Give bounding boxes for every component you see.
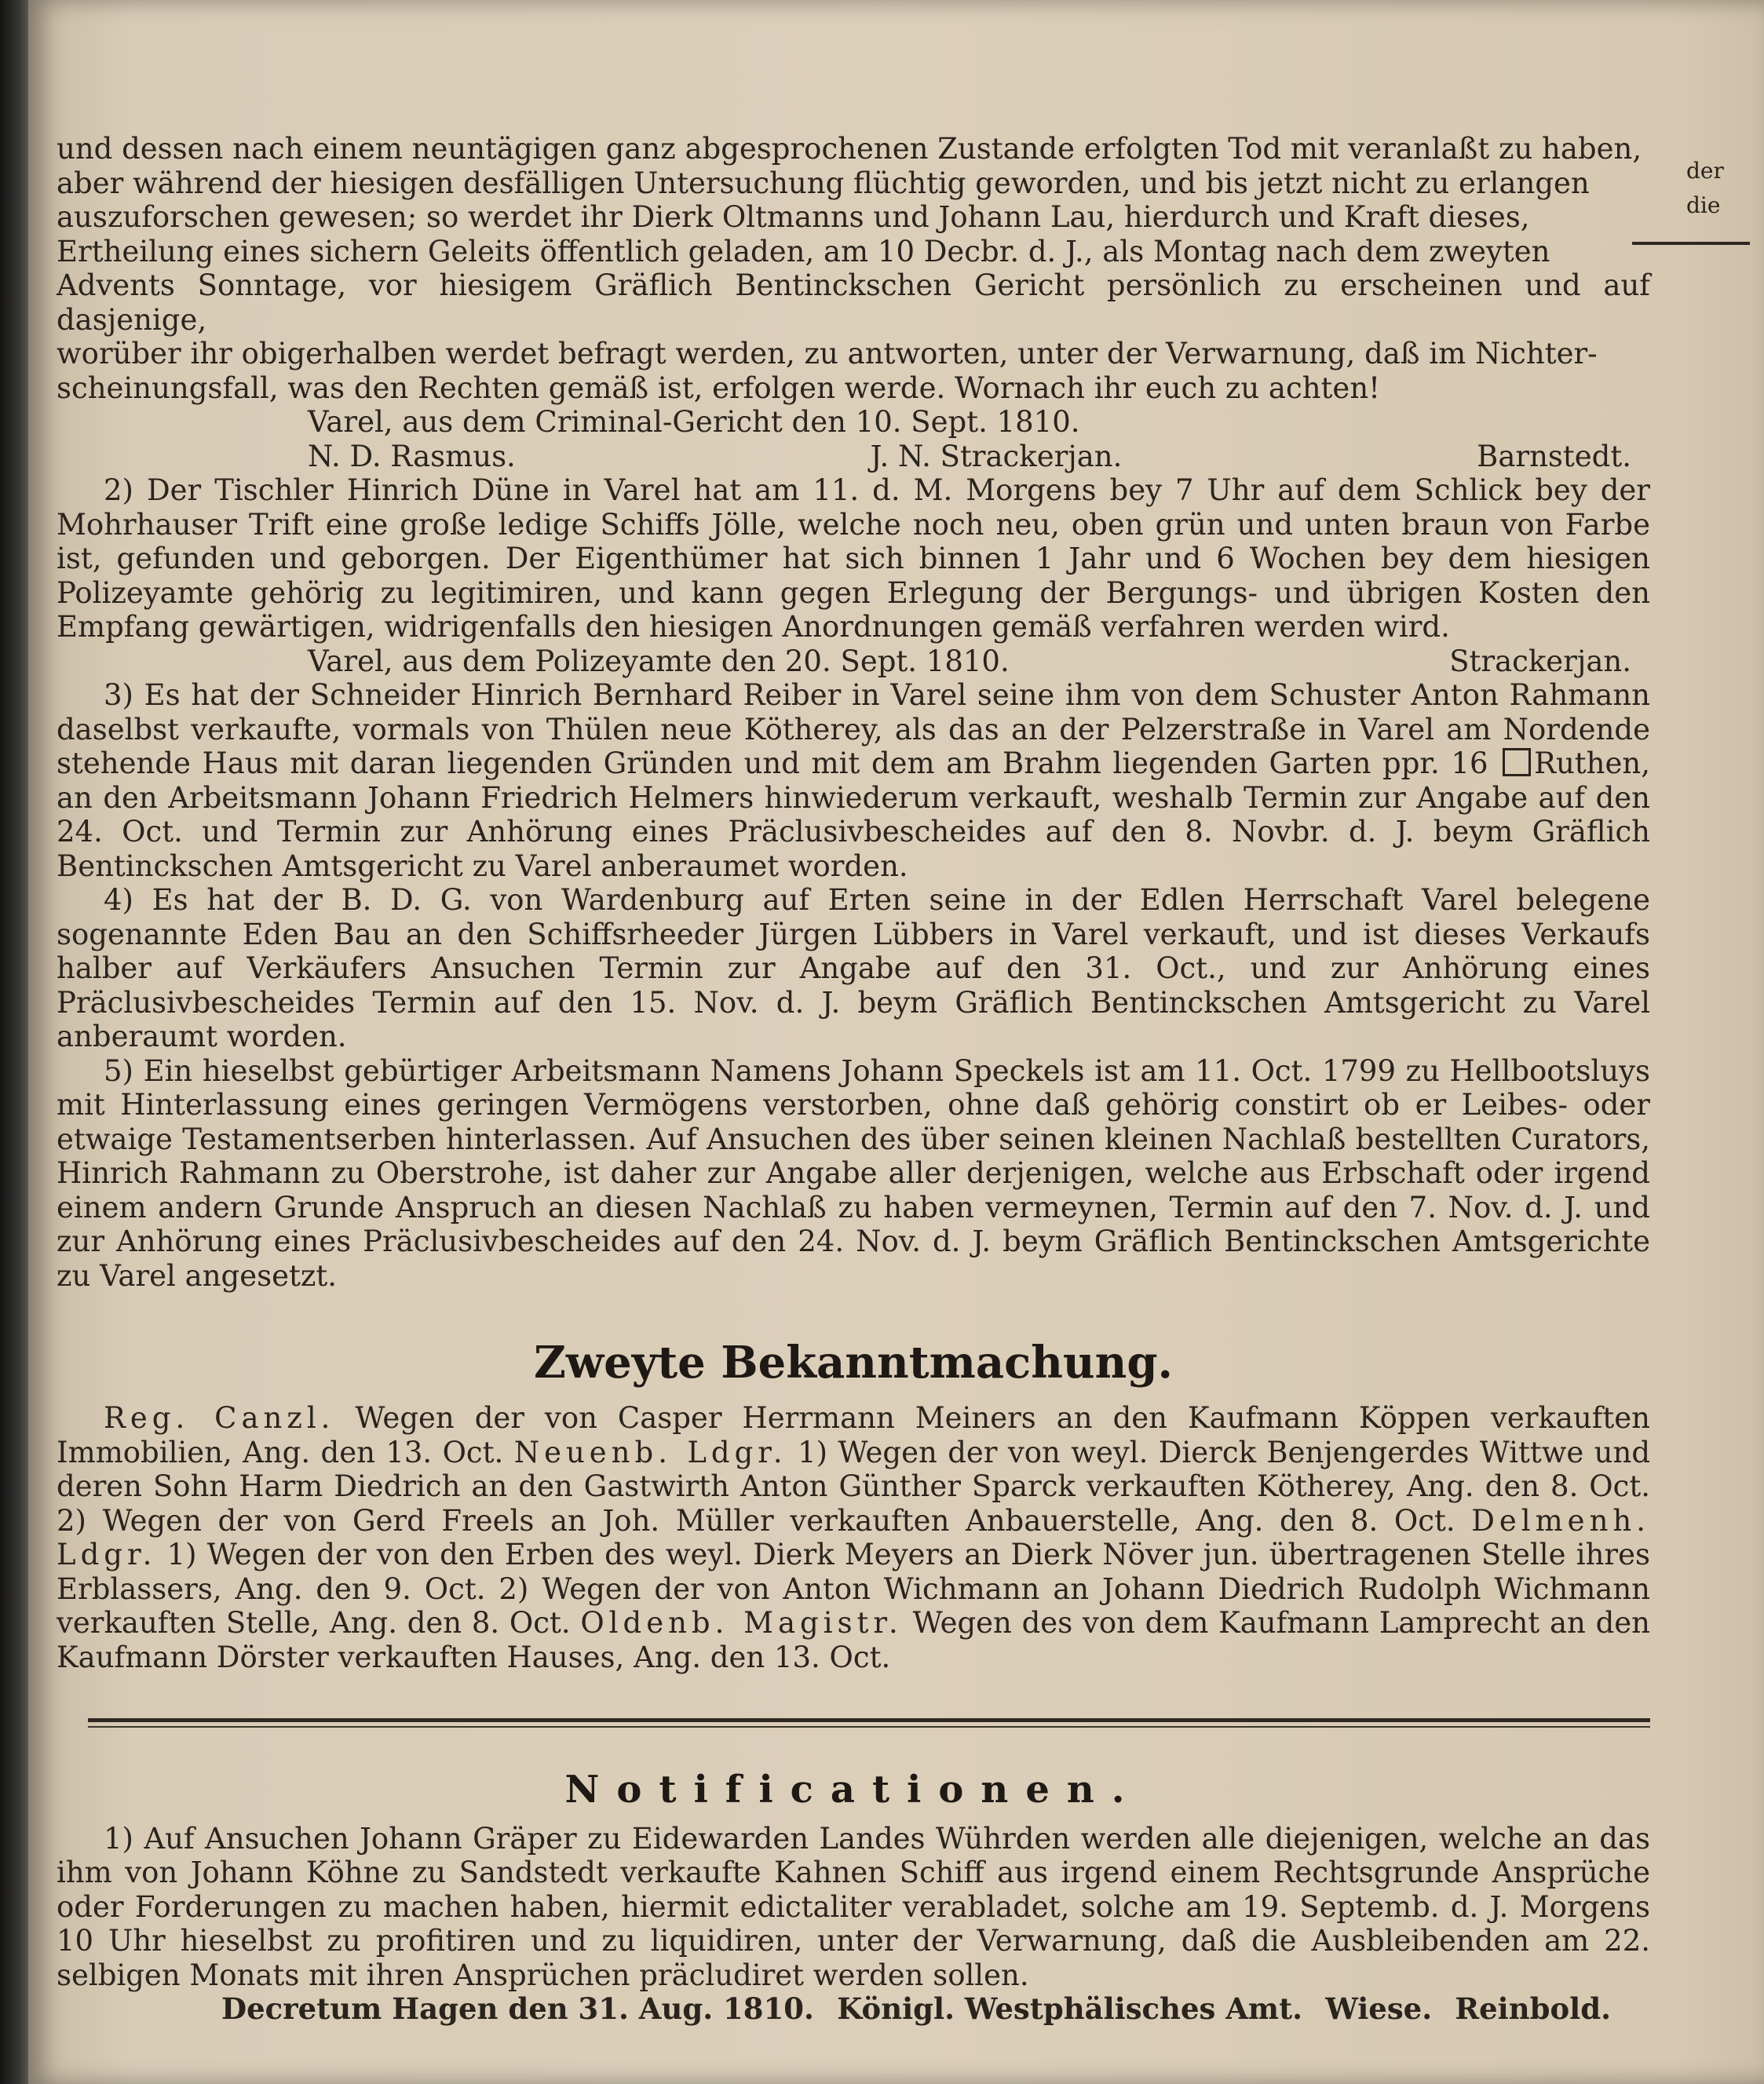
signer: J. N. Strackerjan. [870,439,1123,473]
entry-text: 1) Wegen der von weyl. Dierck Benjengerdes Wittwe und deren Sohn Harm Diedrich an den Gastwirth Anton Günther Sparck verkauften Kötherey, Ang. den 8. Oct. 2) Wegen der von Gerd Freels an Joh. Müller verkauften Anbauerstelle, Ang. den 8. Oct. [57,1435,1651,1538]
notice-3 [57,678,1650,883]
signer: Wiese. [1325,1991,1433,2026]
margin-note: die [1686,192,1721,218]
notice-1-signatures [57,440,1650,474]
text-line: und dessen nach einem neuntägigen ganz abgesprochenen Zustande erfolgten Tod mit veranlaßt zu haben, [57,132,1642,166]
place-label: Reg. Canzl. [104,1401,335,1435]
notice-1-body [57,132,1650,405]
heading-notifications: Notificationen. [564,1768,1142,1812]
text-line: aber während der hiesigen desfälligen Untersuchung flüchtig geworden, und bis jetzt nicht zu erlangen [57,166,1590,200]
document-text [57,132,1650,2027]
notice-2-date: Varel, aus dem Polizeyamte den 20. Sept. 1810. [308,644,1010,678]
margin-note: der [1686,158,1724,184]
place-label: Oldenb. Magistr. [580,1606,903,1640]
divider [88,1718,1650,1722]
divider-thin [88,1726,1650,1728]
notification-1: 1) Auf Ansuchen Johann Gräper zu Eidewarden Landes Wührden werden alle diejenigen, welche an das ihm von Johann Köhne zu Sandstedt verkaufte Kahnen Schiff aus irgend einem Rechtsgrunde Ansprüche oder Forderungen zu machen haben, hiermit edictaliter verabladet, solche am 19. Septemb. d. J. Morgens 10 Uhr hieselbst zu profitiren und zu liquidiren, unter der Verwarnung, daß die Ausbleibenden am 22. selbigen Monats mit ihren Ansprüchen präcludiret werden sollen. [57,1821,1650,1992]
notice-1-date: Varel, aus dem Criminal-Gericht den 10. Sept. 1810. [308,405,1080,439]
notice-3-text: 3) Es hat der Schneider Hinrich Bernhard Reiber in Varel seine ihm von dem Schuster Anton Rahmann daselbst verkaufte, vormals von Thülen neue Kötherey, als das an der Pelzerstraße in Varel am Nordende stehende Haus mit daran liegenden Gründen und mit dem am Brahm liegenden Garten ppr. 16 [57,678,1650,780]
entry-text: Wegen des von dem Kaufmann Lamprecht an den Kaufmann Dörster verkauften Hauses, Ang. den 13. Oct. [57,1606,1651,1674]
place-label: Delmenh. Ldgr. [57,1503,1650,1571]
signer: Reinbold. [1455,1991,1611,2026]
decretum-line: Decretum Hagen den 31. Aug. 1810. [221,1991,814,2026]
text-line: Advents Sonntage, vor hiesigem Gräflich Bentinckschen Gericht persönlich zu erscheinen und auf dasjenige, [57,268,1650,337]
notice-5: 5) Ein hieselbst gebürtiger Arbeitsmann Namens Johann Speckels ist am 11. Oct. 1799 zu Hellbootsluys mit Hinterlassung eines geringen Vermögens verstorben, ohne daß gehörig constirt ob er Leibes- oder etwaige Testamentserben hinterlassen. Auf Ansuchen des über seinen kleinen Nachlaß bestellten Curators, Hinrich Rahmann zu Oberstrohe, ist daher zur Angabe aller derjenigen, welche aus Erbschaft oder irgend einem andern Grunde Anspruch an diesen Nachlaß zu haben vermeynen, Termin auf den 7. Nov. d. J. und zur Anhörung eines Präclusivbescheides auf den 24. Nov. d. J. beym Gräflich Bentinckschen Amtsgerichte zu Varel angesetzt. [57,1053,1650,1293]
notice-2: 2) Der Tischler Hinrich Düne in Varel hat am 11. d. M. Morgens bey 7 Uhr auf dem Schlick bey der Mohrhauser Trift eine große ledige Schiffs Jölle, welche noch neu, oben grün und unten braun von Farbe ist, gefunden und geborgen. Der Eigenthümer hat sich binnen 1 Jahr und 6 Wochen bey dem hiesigen Polizeyamte gehörig zu legitimiren, und kann gegen Erlegung der Bergungs- und übrigen Kosten den Empfang gewärtigen, widrigenfalls den hiesigen Anordnungen gemäß verfahren werden wird. [57,473,1650,644]
notice-2-footer [57,644,1650,679]
text-line: Ertheilung eines sichern Geleits öffentlich geladen, am 10 Decbr. d. J., als Montag nach dem zweyten [57,234,1550,268]
office-name: Königl. Westphälisches Amt. [837,1991,1303,2026]
heading-second-announcement: Zweyte Bekanntmachung. [533,1337,1174,1389]
place-label: Neuenb. Ldgr. [513,1435,787,1469]
text-line: auszuforschen gewesen; so werdet ihr Dierk Oltmanns und Johann Lau, hierdurch und Kraft dieses, [57,200,1530,234]
signer: Barnstedt. [1477,439,1631,473]
notification-footer [57,1992,1650,2027]
second-announcement [57,1401,1650,1674]
text-line: scheinungsfall, was den Rechten gemäß ist, erfolgen werde. Wornach ihr euch zu achten! [57,370,1381,405]
square-symbol-icon [1503,748,1531,776]
margin-notes [1686,154,1724,223]
notice-3-text-cont: Ruthen, an den Arbeitsmann Johann Friedrich Helmers hinwiederum verkauft, weshalb Termin zur Angabe auf den 24. Oct. und Termin zur Anhörung eines Präclusivbescheides auf den 8. Novbr. d. J. beym Gräflich Bentinckschen Amtsgericht zu Varel anberaumet worden. [57,746,1650,883]
entry-text: Wegen der von Casper Herrmann Meiners an den Kaufmann Köppen verkauften Immobilien, Ang. den 13. Oct. [57,1401,1651,1469]
signer: Strackerjan. [1449,644,1631,678]
signer: N. D. Rasmus. [308,439,516,473]
notice-4: 4) Es hat der B. D. G. von Wardenburg auf Erten seine in der Edlen Herrschaft Varel belegene sogenannte Eden Bau an den Schiffsrheeder Jürgen Lübbers in Varel verkauft, und ist dieses Verkaufs halber auf Verkäufers Ansuchen Termin zur Angabe auf den 31. Oct., und zur Anhörung eines Präclusivbescheides Termin auf den 15. Nov. d. J. beym Gräflich Bentinckschen Amtsgericht zu Varel anberaumt worden. [57,883,1650,1053]
entry-text: 1) Wegen der von den Erben des weyl. Dierk Meyers an Dierk Növer jun. übertragenen Stelle ihres Erblassers, Ang. den 9. Oct. 2) Wegen der von Anton Wichmann an Johann Diedrich Rudolph Wichmann verkauften Stelle, Ang. den 8. Oct. [57,1538,1650,1640]
book-spine [0,0,28,2084]
text-line: worüber ihr obigerhalben werdet befragt werden, zu antworten, unter der Verwarnung, daß im Nichter- [57,337,1598,370]
